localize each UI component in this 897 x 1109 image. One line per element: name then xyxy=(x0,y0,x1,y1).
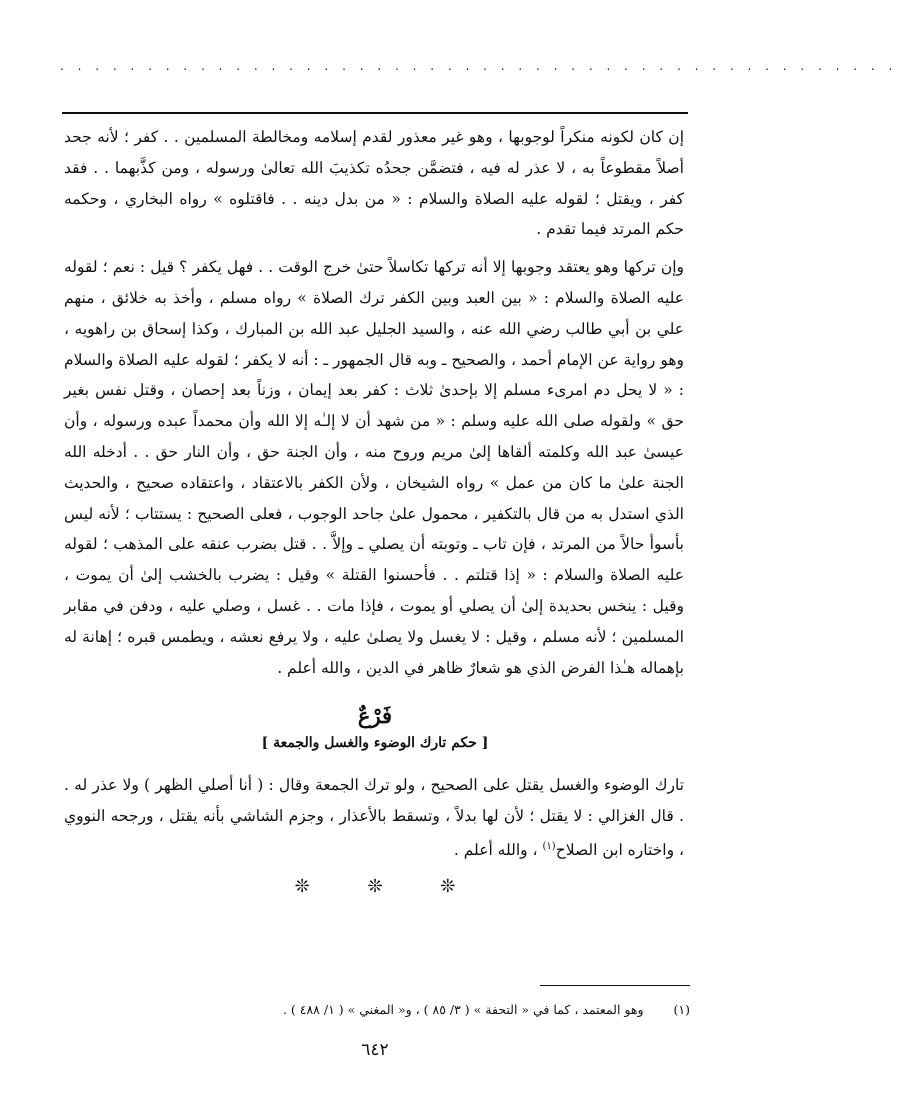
footnote-reference[interactable]: (١) xyxy=(542,840,556,852)
footnote xyxy=(64,1000,690,1020)
section-paragraph-text: تارك الوضوء والغسل يقتل على الصحيح ، ولو ترك الجمعة وقال : ( أنا أصلي الظهر ) ولا عذر له . . قال الغزالي : لا يقتل ؛ لأن لها بدلاً ، وتسقط بالأعذار ، وجزم الشاشي بأنه يقتل ، ورجحه النووي ، واختاره ابن الصلاح xyxy=(64,776,684,859)
section-title: [ حكم تارك الوضوء والغسل والجمعة ] xyxy=(261,735,489,751)
section-paragraph xyxy=(64,770,684,866)
footnote-number: (١) xyxy=(673,1002,690,1017)
page-number: ٦٤٢ xyxy=(361,1040,389,1060)
footnote-rule xyxy=(540,985,690,986)
footnote-text: وهو المعتمد ، كما في « التحفة » ( ٣/ ٨٥ ) ، و« المغني » ( ١/ ٤٨٨ ) . xyxy=(282,1002,644,1017)
separator-asterisks: ❊ ❊ ❊ xyxy=(294,876,482,897)
section-text xyxy=(64,770,684,866)
main-text xyxy=(64,122,684,683)
section-paragraph-end: ، والله أعلم . xyxy=(453,840,543,859)
header-rule xyxy=(62,112,688,114)
header-dotted-line: . . . . . . . . . . . . . . . . . . . . . . . . . . . . . . . . . . . . . . . . . . . . . . . . xyxy=(60,59,897,73)
section-word-far: فَرْعٌ xyxy=(357,703,393,728)
paragraph-2: وإن تركها وهو يعتقد وجوبها إلا أنه تركها تكاسلاً حتىٰ خرج الوقت . . فهل يكفر ؟ قيل : نعم ؛ لقوله عليه الصلاة والسلام : « بين العبد وبين الكفر ترك الصلاة » رواه مسلم ، وأخذ به خلائق ، منهم علي بن أبي طالب رضي الله عنه ، والسيد الجليل عبد الله بن المبارك ، وكذا إسحاق بن راهويه ، وهو رواية عن الإمام أحمد ، والصحيح ـ وبه قال الجمهور ـ : أنه لا يكفر ؛ لقوله عليه الصلاة والسلام : « لا يحل دم امرىء مسلم إلا بإحدىٰ ثلاث : كفر بعد إيمان ، وزناً بعد إحصان ، وقتل نفس بغير حق » ولقوله صلى الله عليه وسلم : « من شهد أن لا إلـٰه إلا الله وأن محمداً عبده ورسوله ، وأن عيسىٰ عبد الله وكلمته ألقاها إلىٰ مريم وروح منه ، وأن الجنة حق ، وأن النار حق . . أدخله الله الجنة علىٰ ما كان من عمل » رواه الشيخان ، ولأن الكفر بالاعتقاد ، واعتقاده صحيح ، والحديث الذي استدل به من قال بالتكفير ، محمول علىٰ جاحد الوجوب ، فعلى الصحيح : يستتاب ؛ لأنه ليس بأسوأ حالاً من المرتد ، فإن تاب ـ وتوبته أن يصلي ـ وإلاَّ . . قتل بضرب عنقه على المذهب ؛ لقوله عليه الصلاة والسلام : « إذا قتلتم . . فأحسنوا القتلة » وقيل : يضرب بالخشب إلىٰ أن يموت ، وقيل : ينخس بحديدة إلىٰ أن يصلي أو يموت ، فإذا مات . . غسل ، وصلي عليه ، ودفن في مقابر المسلمين ؛ لأنه مسلم ، وقيل : لا يغسل ولا يصلىٰ عليه ، ولا يرفع نعشه ، ويطمس قبره ؛ إهانة له بإهماله هـٰذا الفرض الذي هو شعارٌ ظاهر في الدين ، والله أعلم . xyxy=(64,258,685,677)
paragraph-1: إن كان لكونه منكراً لوجوبها ، وهو غير معذور لقدم إسلامه ومخالطة المسلمين . . كفر ؛ لأنه جحد أصلاً مقطوعاً به ، لا عذر له فيه ، فتضمَّن جحدُه تكذيبَ الله تعالىٰ ورسوله ، ومن كذَّبهما . . فقد كفر ، ويقتل ؛ لقوله عليه الصلاة والسلام : « من بدل دينه . . فاقتلوه » رواه البخاري ، وحكمه حكم المرتد فيما تقدم . xyxy=(64,128,684,239)
